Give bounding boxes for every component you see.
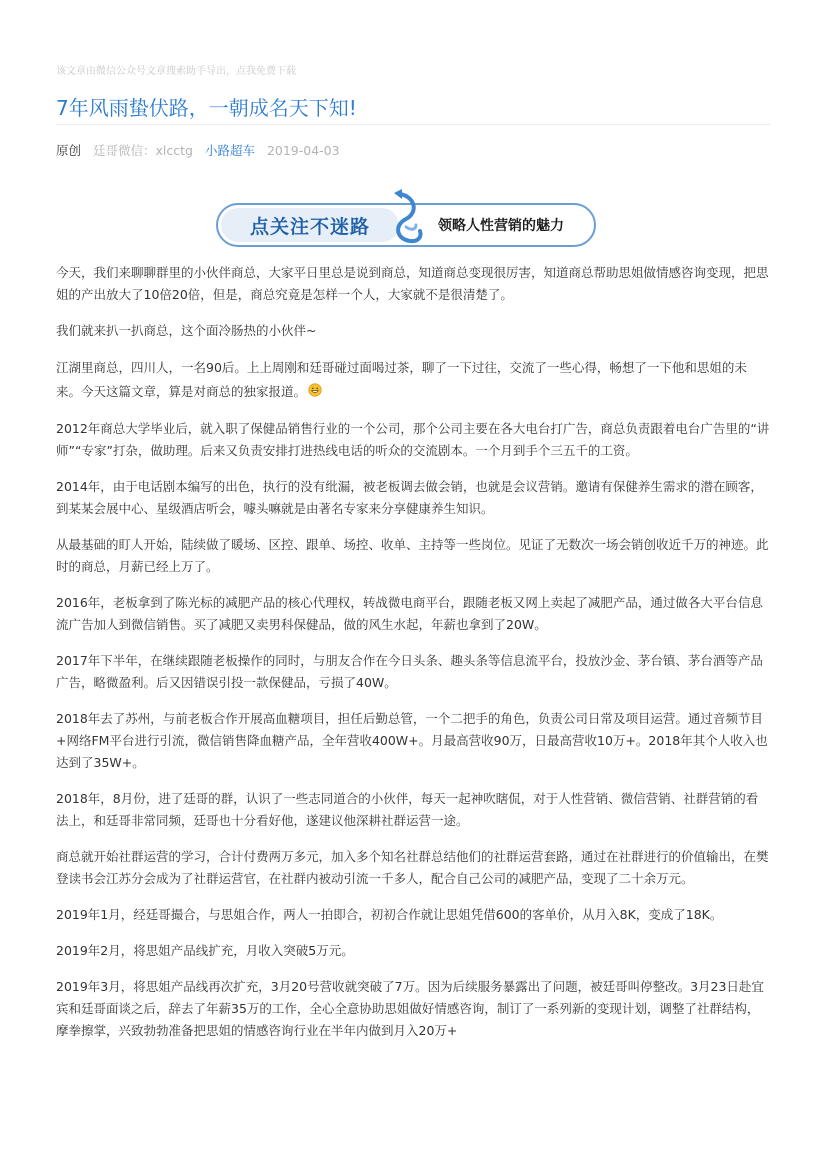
paragraph: 今天，我们来聊聊群里的小伙伴商总，大家平日里总是说到商总，知道商总变现很厉害，知道商总帮助思姐做情感咨询变现，把思姐的产出放大了10倍20倍，但是，商总究竟是怎样一个人，大家就不是很清楚了。	[56, 265, 769, 302]
paragraph: 从最基础的盯人开始，陆续做了暖场、区控、跟单、场控、收单、主持等一些岗位。见证了无数次一场会销创收近千万的神迹。此时的商总，月薪已经上万了。	[56, 537, 769, 574]
paragraph: 我们就来扒一扒商总，这个面冷肠热的小伙伴~	[56, 323, 317, 338]
title-divider	[56, 124, 770, 125]
account-link[interactable]: 小路超车	[204, 143, 255, 158]
follow-banner	[216, 187, 606, 253]
original-tag: 原创	[56, 143, 82, 158]
paragraph-text: 江湖里商总，四川人，一名90后。上上周刚和廷哥碰过面喝过茶，聊了一下过往，交流了一些心得，畅想了一下他和思姐的未来。今天这篇文章，算是对商总的独家报道。	[56, 360, 747, 399]
publish-date: 2019-04-03	[266, 143, 340, 158]
paragraph: 2019年1月，经廷哥撮合，与思姐合作，两人一拍即合，初初合作就让思姐凭借600的客单价，从月入8K，变成了18K。	[56, 907, 723, 922]
paragraph: 2019年2月，将思姐产品线扩充，月收入突破5万元。	[56, 943, 354, 958]
paragraph: 2017年下半年，在继续跟随老板操作的同时，与朋友合作在今日头条、趣头条等信息流平台，投放沙金、茅台镇、茅台酒等产品广告，略微盈利。后又因错误引投一款保健品，亏损了40W。	[56, 653, 763, 690]
paragraph: 2018年去了苏州，与前老板合作开展高血糖项目，担任后勤总管，一个二把手的角色，负责公司日常及项目运营。通过音频节目+网络FM平台进行引流，微信销售降血糖产品，全年营收400W+。月最高营收90万，日最高营收10万+。2018年其个人收入也达到了35W+。	[56, 711, 768, 770]
article-meta	[56, 141, 348, 159]
article-title: 7年风雨蛰伏路，一朝成名天下知!	[56, 96, 357, 120]
paragraph: 商总就开始社群运营的学习，合计付费两万多元，加入多个知名社群总结他们的社群运营套路，通过在社群进行的价值输出，在樊登读书会江苏分会成为了社群运营官，在社群内被动引流一千多人，配合自己公司的减肥产品，变现了二十余万元。	[56, 849, 769, 886]
paragraph: 2014年，由于电话剧本编写的出色，执行的没有纰漏，被老板调去做会销，也就是会议营销。邀请有保健养生需求的潜在顾客，到某某会展中心、星级酒店听会，噱头嘛就是由著名专家来分享健康养生知识。	[56, 479, 763, 516]
export-notice-link[interactable]: 该文章由微信公众号文章搜索助手导出，点我免费下载	[56, 66, 296, 77]
swirl-arrow-icon	[382, 187, 426, 251]
paragraph: 2018年，8月份，进了廷哥的群，认识了一些志同道合的小伙伴，每天一起神吹瞎侃，对于人性营销、微信营销、社群营销的看法上，和廷哥非常同频，廷哥也十分看好他，遂建议他深耕社群运营一途。	[56, 791, 759, 828]
author-name: 廷哥微信：xlcctg	[93, 143, 193, 158]
paragraph: 2019年3月，将思姐产品线再次扩充，3月20号营收就突破了7万。因为后续服务暴露出了问题，被廷哥叫停整改。3月23日赴宜宾和廷哥面谈之后，辞去了年薪35万的工作，全心全意协助思姐做好情感咨询，制订了一系列新的变现计划，调整了社群结构，摩拳擦掌，兴致勃勃准备把思姐的情感咨询行业在半年内做到月入20万+	[56, 979, 764, 1038]
paragraph: 2016年，老板拿到了陈光标的减肥产品的核心代理权，转战微电商平台，跟随老板又网上卖起了减肥产品，通过做各大平台信息流广告加人到微信销售。买了减肥又卖男科保健品，做的风生水起，年薪也拿到了20W。	[56, 595, 763, 632]
paragraph: 2012年商总大学毕业后，就入职了保健品销售行业的一个公司，那个公司主要在各大电台打广告，商总负责跟着电台广告里的“讲师”“专家”打杂，做助理。后来又负责安排打进热线电话的听众的交流剧本。一个月到手个三五千的工资。	[56, 421, 770, 458]
banner-right-text: 领略人性营销的魅力	[438, 218, 564, 234]
grin-emoji-icon	[308, 383, 322, 397]
banner-left-text: 点关注不迷路	[221, 208, 399, 242]
paragraph	[56, 356, 770, 404]
article-body	[56, 262, 770, 1042]
